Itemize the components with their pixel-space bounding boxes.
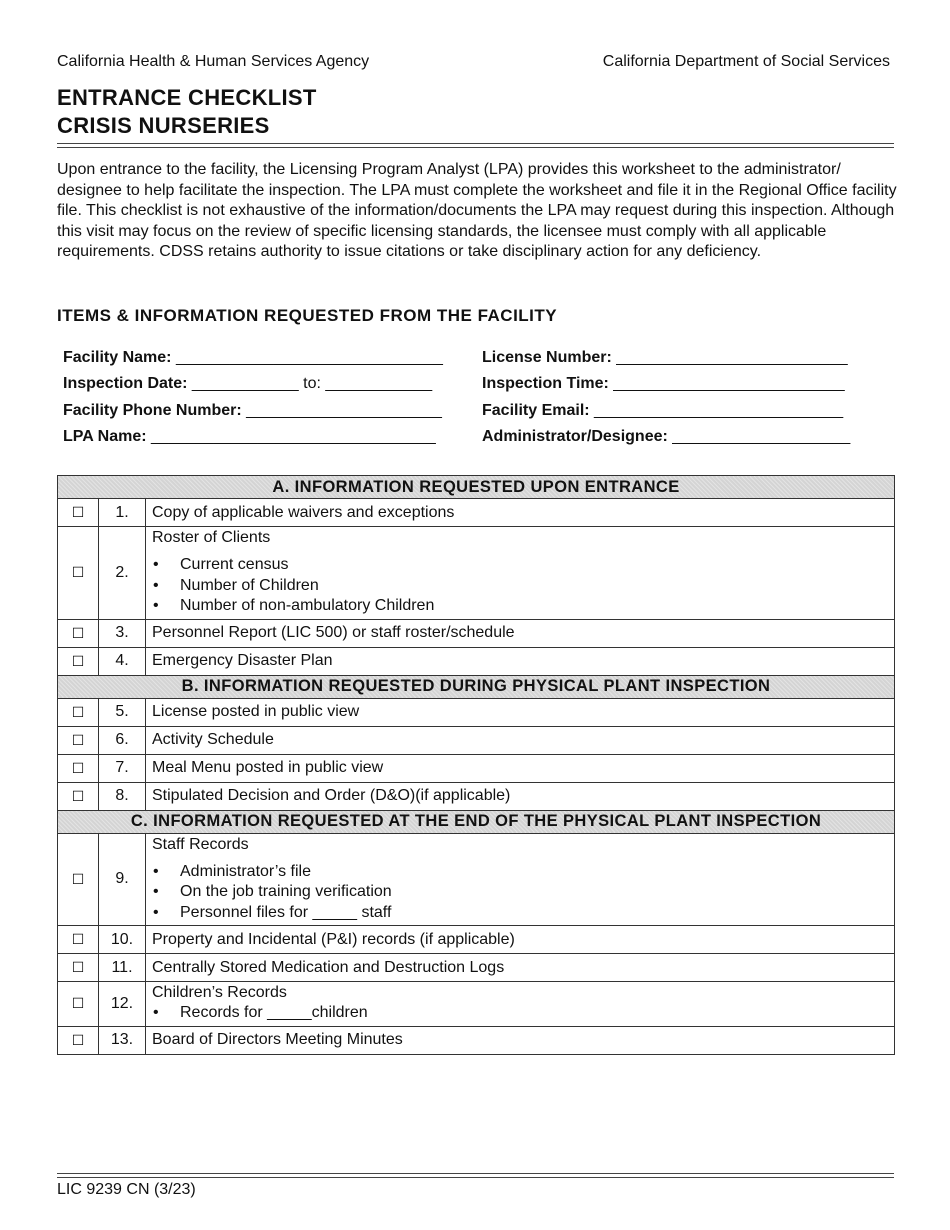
table-row [58, 647, 895, 675]
items-heading: ITEMS & INFORMATION REQUESTED FROM THE FACILITY [57, 306, 558, 325]
inspection-date-label: Inspection Date: [63, 375, 188, 393]
facility-email-label: Facility Email: [482, 401, 590, 419]
table-row [58, 954, 895, 982]
inspection-date-field[interactable] [63, 375, 432, 393]
inspection-date-to-label: to: [303, 375, 321, 393]
section-c-header [58, 810, 895, 833]
table-row [58, 833, 895, 926]
form-number: LIC 9239 CN (3/23) [57, 1181, 196, 1198]
checkbox-item-12[interactable]: ☐ [58, 982, 99, 1027]
form-title-line2: CRISIS NURSERIES [57, 113, 270, 138]
item-number: 3. [99, 619, 146, 647]
checkbox-item-7[interactable]: ☐ [58, 754, 99, 782]
inspection-time-field[interactable] [482, 375, 845, 393]
item-number: 9. [99, 833, 146, 926]
table-row [58, 619, 895, 647]
checkbox-item-6[interactable]: ☐ [58, 726, 99, 754]
license-number-blank[interactable]: __________________________ [616, 349, 848, 366]
checkbox-item-1[interactable]: ☐ [58, 499, 99, 527]
intro-paragraph: Upon entrance to the facility, the Licensing Program Analyst (LPA) provides this worksheet to the administrator/ designee to help facilitate the inspection. The LPA must complete the worksheet and file it in the Regional Office facility file. This checklist is not exhaustive of the information/documents the LPA may request during this inspection. Although this visit may focus on the review of specific licensing standards, the licensee must comply with all applicable requirements. CDSS retains authority to issue citations or take disciplinary action for any deficiency. [57, 161, 897, 260]
facility-name-field[interactable] [63, 349, 443, 367]
table-row [58, 1026, 895, 1054]
checkbox-item-11[interactable]: ☐ [58, 954, 99, 982]
facility-email-blank[interactable]: ____________________________ [594, 401, 844, 419]
item-text: Emergency Disaster Plan [146, 647, 895, 675]
item-number: 11. [99, 954, 146, 982]
section-b-title: B. INFORMATION REQUESTED DURING PHYSICAL PLANT INSPECTION [58, 675, 895, 698]
item-text: Meal Menu posted in public view [146, 754, 895, 782]
inspection-date-to-blank[interactable]: ____________ [325, 375, 433, 393]
footer-divider [57, 1173, 894, 1178]
list-item: • On the job training verification [152, 882, 894, 903]
list-item: • Records for _____children [152, 1003, 894, 1024]
facility-name-label: Facility Name: [63, 349, 172, 366]
license-number-field[interactable] [482, 349, 848, 367]
department-name: California Department of Social Services [602, 53, 890, 70]
facility-name-blank[interactable]: ______________________________ [175, 349, 443, 366]
section-c-title: C. INFORMATION REQUESTED AT THE END OF THE PHYSICAL PLANT INSPECTION [58, 810, 895, 833]
form-title [57, 84, 317, 140]
item-text: Copy of applicable waivers and exceptions [146, 499, 895, 527]
table-row [58, 527, 895, 620]
checkbox-item-5[interactable]: ☐ [58, 698, 99, 726]
item-text: Property and Incidental (P&I) records (if applicable) [146, 926, 895, 954]
table-row [58, 926, 895, 954]
facility-phone-label: Facility Phone Number: [63, 401, 242, 419]
table-row [58, 499, 895, 527]
item-text: Activity Schedule [146, 726, 895, 754]
item-text: Staff Records [152, 835, 249, 853]
list-item: • Personnel files for _____ staff [152, 903, 894, 924]
checkbox-item-10[interactable]: ☐ [58, 926, 99, 954]
inspection-time-blank[interactable]: __________________________ [613, 375, 845, 393]
facility-info-fields [63, 349, 893, 454]
checkbox-item-8[interactable]: ☐ [58, 782, 99, 810]
list-item: • Current census [152, 555, 894, 576]
inspection-time-label: Inspection Time: [482, 375, 609, 393]
item-number: 1. [99, 499, 146, 527]
item-number: 2. [99, 527, 146, 620]
checkbox-item-4[interactable]: ☐ [58, 647, 99, 675]
title-divider [57, 143, 894, 148]
item-number: 13. [99, 1026, 146, 1054]
bullet-list [152, 555, 894, 617]
checklist-table [57, 475, 895, 1055]
checkbox-item-9[interactable]: ☐ [58, 833, 99, 926]
item-text: Centrally Stored Medication and Destruction Logs [146, 954, 895, 982]
list-item: • Administrator’s file [152, 862, 894, 883]
table-row [58, 726, 895, 754]
inspection-date-from-blank[interactable]: ____________ [191, 375, 299, 393]
item-text: Stipulated Decision and Order (D&O)(if applicable) [146, 782, 895, 810]
administrator-label: Administrator/Designee: [482, 427, 668, 445]
form-title-line1: ENTRANCE CHECKLIST [57, 85, 317, 110]
lpa-name-blank[interactable]: ________________________________ [151, 427, 436, 445]
section-b-header [58, 675, 895, 698]
lpa-name-label: LPA Name: [63, 427, 147, 445]
item-cell [146, 982, 895, 1027]
list-item: • Number of Children [152, 576, 894, 597]
table-row [58, 754, 895, 782]
table-row [58, 782, 895, 810]
item-cell [146, 833, 895, 926]
administrator-blank[interactable]: ____________________ [672, 427, 851, 445]
facility-phone-field[interactable] [63, 402, 442, 420]
license-number-label: License Number: [482, 349, 612, 366]
checkbox-item-2[interactable]: ☐ [58, 527, 99, 620]
item-text: Roster of Clients [152, 529, 271, 546]
item-number: 5. [99, 698, 146, 726]
item-text: Personnel Report (LIC 500) or staff roster/schedule [146, 619, 895, 647]
item-number: 4. [99, 647, 146, 675]
item-number: 10. [99, 926, 146, 954]
checkbox-item-13[interactable]: ☐ [58, 1026, 99, 1054]
item-number: 8. [99, 782, 146, 810]
lpa-name-field[interactable] [63, 428, 436, 446]
facility-phone-blank[interactable]: ______________________ [246, 401, 442, 419]
field-row [63, 349, 893, 375]
list-item: • Number of non-ambulatory Children [152, 596, 894, 617]
field-row [63, 402, 893, 428]
section-a-title: A. INFORMATION REQUESTED UPON ENTRANCE [58, 476, 895, 499]
field-row [63, 375, 893, 401]
field-row [63, 428, 893, 454]
section-a-header [58, 476, 895, 499]
item-number: 7. [99, 754, 146, 782]
table-row [58, 982, 895, 1027]
item-number: 6. [99, 726, 146, 754]
item-text: Board of Directors Meeting Minutes [146, 1026, 895, 1054]
item-cell [146, 527, 895, 620]
item-text: License posted in public view [146, 698, 895, 726]
checkbox-item-3[interactable]: ☐ [58, 619, 99, 647]
item-text: Children’s Records [152, 984, 287, 1001]
bullet-list [152, 1003, 894, 1024]
administrator-field[interactable] [482, 428, 850, 446]
agency-name: California Health & Human Services Agency [57, 53, 370, 70]
table-row [58, 698, 895, 726]
item-number: 12. [99, 982, 146, 1027]
bullet-list [152, 862, 894, 924]
facility-email-field[interactable] [482, 402, 843, 420]
